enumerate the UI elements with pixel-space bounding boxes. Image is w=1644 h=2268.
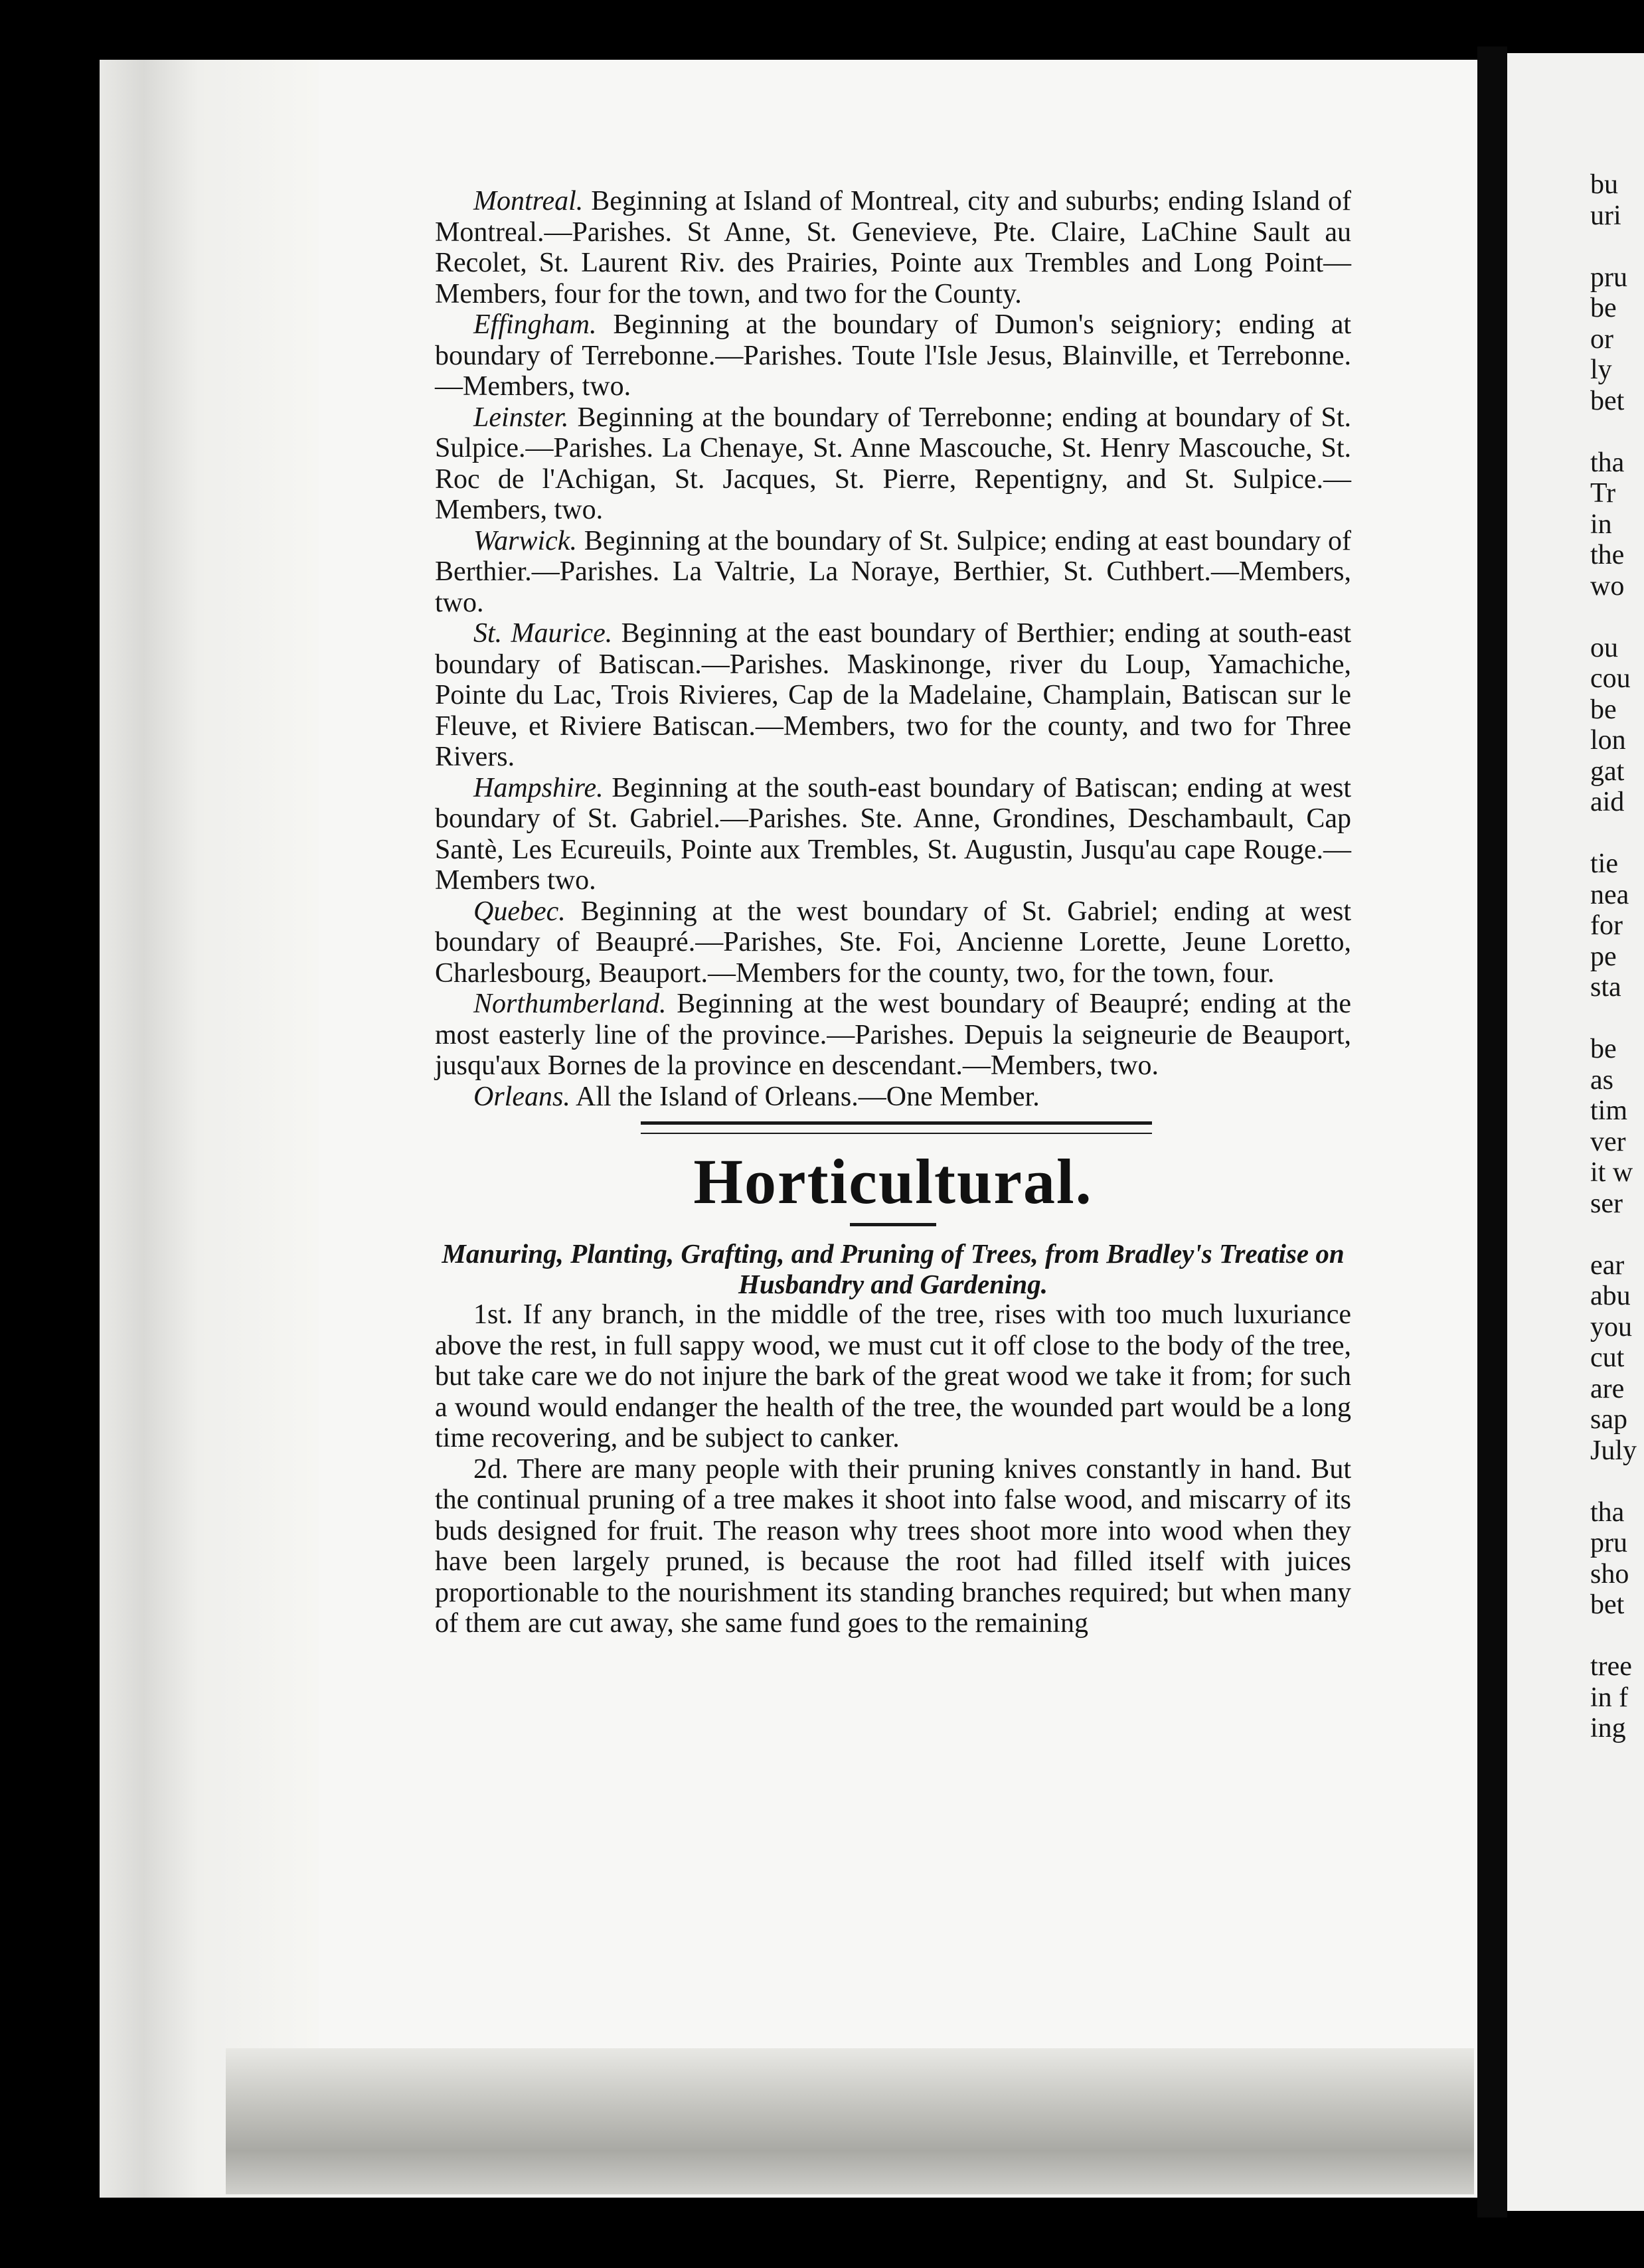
county-name: Hampshire. — [473, 772, 604, 803]
county-entry-st-maurice — [435, 618, 1351, 773]
county-name: Northumberland. — [473, 989, 667, 1019]
county-description: Beginning at Island of Montreal, city and suburbs; ending Island of Montreal.—Parishes. St Anne, St. Genevieve, Pte. Claire, LaChine Sault au Recolet, St. Laurent Riv. des Prairies, Pointe aux Trembles and Long Point—Members, four for the town, and two for the County. — [435, 186, 1351, 309]
county-entry-orleans — [435, 1082, 1351, 1113]
article-paragraph: 1st. If any branch, in the middle of the tree, rises with too much luxuriance above the rest, in full sappy wood, we must cut it off close to the body of the tree, but take care we do not injure the bark of the great wood we take it from; for such a wound would endanger the health of the tree, the wounded part would be a long time recovering, and be subject to canker. — [435, 1299, 1351, 1453]
damaged-bottom-edge — [226, 2048, 1474, 2194]
county-entry-warwick — [435, 526, 1351, 619]
county-name: Leinster. — [473, 402, 569, 433]
page-text-column — [435, 186, 1351, 1639]
county-entry-hampshire — [435, 773, 1351, 896]
county-description: Beginning at the boundary of Terrebonne; ending at boundary of St. Sulpice.—Parishes. La Chenaye, St. Anne Mascouche, St. Henry Mascouche, St. Roc de l'Achigan, St. Jacques, St. Pierre, Repentigny, and St. Sulpice.—Members, two. — [435, 402, 1351, 525]
section-divider — [641, 1121, 1152, 1134]
county-entry-leinster — [435, 402, 1351, 526]
article-paragraph: 2d. There are many people with their pruning knives constantly in hand. But the continual pruning of a tree makes it shoot into false wood, and miscarry of its buds designed for fruit. The reason why trees shoot more into wood when they have been largely pruned, is because the root had filled itself with juices proportionable to the nourishment its standing branches required; but when many of them are cut away, she same fund goes to the remaining — [435, 1453, 1351, 1639]
county-description: Beginning at the west boundary of Beaupré; ending at the most easterly line of the province.—Parishes. Depuis la seigneurie de Beauport, jusqu'aux Bornes de la province en descendant.—Members, two. — [435, 989, 1352, 1081]
book-gutter — [1477, 46, 1507, 2218]
county-name: Quebec. — [473, 896, 566, 927]
county-description: All the Island of Orleans.—One Member. — [576, 1081, 1040, 1112]
county-entry-northumberland — [435, 989, 1351, 1082]
county-name: Effingham. — [473, 309, 597, 340]
county-description: Beginning at the boundary of St. Sulpice; ending at east boundary of Berthier.—Parishes. La Valtrie, La Noraye, Berthier, St. Cuthbert.—Members, two. — [435, 525, 1352, 618]
county-name: Montreal. — [473, 186, 584, 216]
section-heading: Horticultural. — [693, 1146, 1093, 1217]
county-list — [435, 186, 1351, 1112]
county-name: Warwick. — [473, 525, 577, 556]
county-entry-montreal — [435, 186, 1351, 309]
county-name: Orleans. — [473, 1081, 570, 1112]
county-description: Beginning at the east boundary of Berthier; ending at south-east boundary of Batiscan.—Parishes. Maskinonge, river du Loup, Yamachiche, Pointe du Lac, Trois Rivieres, Cap de la Madelaine, Champlain, Batiscan sur le Fleuve, et Riviere Batiscan.—Members, two for the county, and two for Three Rivers. — [435, 618, 1352, 772]
county-entry-effingham — [435, 309, 1351, 402]
worn-page-edge — [100, 60, 319, 2198]
county-name: St. Maurice. — [473, 618, 613, 649]
county-description: Beginning at the west boundary of St. Gabriel; ending at west boundary of Beaupré.—Parishes, Ste. Foi, Ancienne Lorette, Jeune Loretto, Charlesbourg, Beauport.—Members for the county, two, for the town, four. — [435, 896, 1351, 989]
heading-underline — [850, 1223, 936, 1226]
county-description: Beginning at the south-east boundary of Batiscan; ending at west boundary of St. Gabriel.—Parishes. Ste. Anne, Grondines, Deschambault, Cap Santè, Les Ecureuils, Pointe aux Trembles, St. Augustin, Jusqu'au cape Rouge.—Members two. — [435, 772, 1351, 896]
county-entry-quebec — [435, 896, 1351, 989]
county-description: Beginning at the boundary of Dumon's seigniory; ending at boundary of Terrebonne.—Parishes. Toute l'Isle Jesus, Blainville, et Terrebonne.—Members, two. — [435, 309, 1352, 402]
adjacent-page-text: bu uri pru be or ly bet tha Tr in the wo ou cou be lon gat aid tie nea for pe sta be as tim ver it w ser ear abu you cut are sap July tha pru sho bet tree in f ing — [1590, 169, 1637, 1743]
article-subtitle: Manuring, Planting, Grafting, and Pruning of Trees, from Bradley's Treatise on Husbandry and Gardening. — [442, 1238, 1345, 1299]
